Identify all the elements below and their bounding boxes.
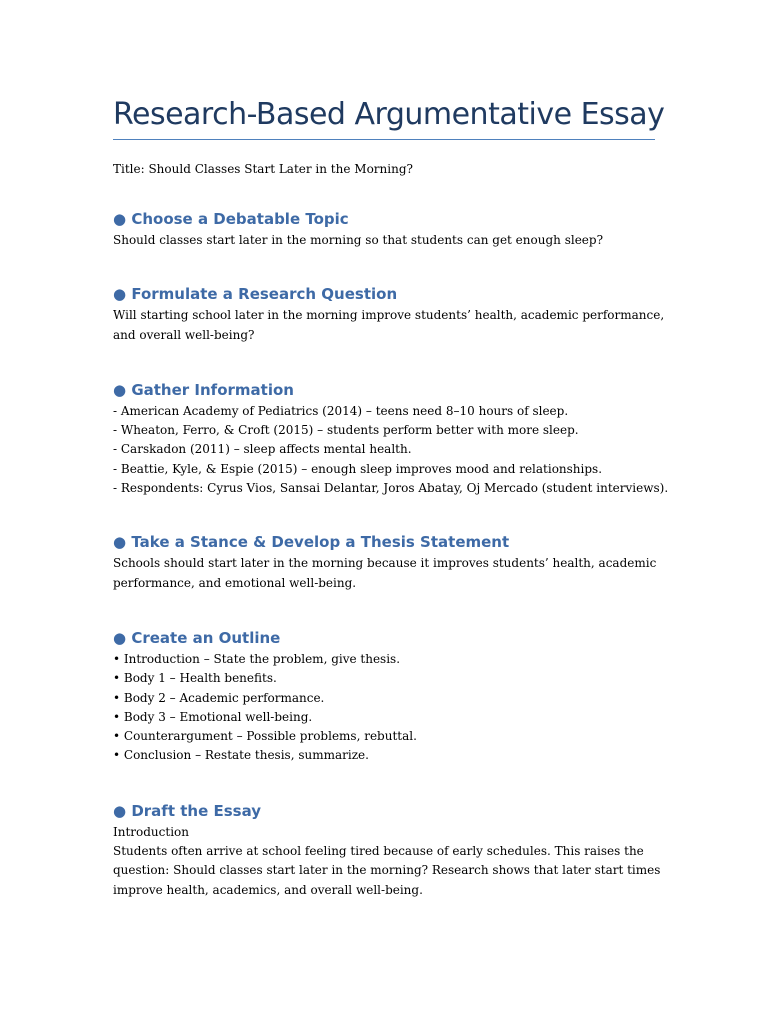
outline-item: • Conclusion – Restate thesis, summarize. <box>113 748 369 763</box>
document-page <box>113 0 669 900</box>
outline-item: • Counterargument – Possible problems, rebuttal. <box>113 729 417 744</box>
section-choose-topic <box>113 209 655 250</box>
body-line: Schools should start later in the morning because it improves students’ health, academic <box>113 556 657 571</box>
section-heading <box>113 801 655 821</box>
section-draft-essay <box>113 801 661 900</box>
section-create-outline <box>113 628 655 766</box>
source-item: - Carskadon (2011) – sleep affects mental health. <box>113 442 412 457</box>
section-heading <box>113 380 655 400</box>
section-thesis-statement <box>113 532 655 593</box>
section-heading-text: Create an Outline <box>131 628 281 647</box>
body-line: Students often arrive at school feeling tired because of early schedules. This raises the <box>113 844 644 859</box>
subsection-label: Introduction <box>113 824 189 839</box>
section-body <box>113 650 655 766</box>
bullet-icon: ● <box>113 533 127 552</box>
section-heading-text: Take a Stance & Develop a Thesis Statement <box>131 533 510 552</box>
outline-item: • Body 2 – Academic performance. <box>113 690 325 705</box>
section-heading <box>113 532 655 552</box>
outline-item: • Introduction – State the problem, give thesis. <box>113 651 401 666</box>
title-underline <box>113 139 655 140</box>
section-heading <box>113 628 655 648</box>
source-item: - American Academy of Pediatrics (2014) – teens need 8–10 hours of sleep. <box>113 403 569 418</box>
section-heading <box>113 209 655 229</box>
section-body <box>113 306 665 345</box>
section-heading-text: Choose a Debatable Topic <box>131 210 349 228</box>
body-line: and overall well-being? <box>113 327 255 342</box>
section-gather-information <box>113 380 669 498</box>
outline-item: • Body 1 – Health benefits. <box>113 671 277 686</box>
section-body <box>113 231 655 250</box>
body-line: question: Should classes start later in the morning? Research shows that later start times <box>113 863 661 878</box>
section-body <box>113 823 661 900</box>
section-heading-text: Formulate a Research Question <box>131 285 398 304</box>
source-item: - Beattie, Kyle, & Espie (2015) – enough sleep improves mood and relationships. <box>113 461 603 476</box>
body-line: performance, and emotional well-being. <box>113 575 357 590</box>
section-research-question <box>113 284 665 345</box>
essay-title-line: Title: Should Classes Start Later in the Morning? <box>113 162 413 176</box>
outline-item: • Body 3 – Emotional well-being. <box>113 709 313 724</box>
section-heading-text: Gather Information <box>131 380 294 399</box>
section-body <box>113 402 669 498</box>
body-line: Should classes start later in the morning so that students can get enough sleep? <box>113 233 604 247</box>
source-item: - Wheaton, Ferro, & Croft (2015) – students perform better with more sleep. <box>113 423 579 438</box>
document-title: Research-Based Argumentative Essay <box>113 97 665 132</box>
bullet-icon: ● <box>113 628 127 647</box>
bullet-icon: ● <box>113 801 127 820</box>
section-heading <box>113 284 655 304</box>
bullet-icon: ● <box>113 380 127 399</box>
source-item: - Respondents: Cyrus Vios, Sansai Delantar, Joros Abatay, Oj Mercado (student interviews). <box>113 481 669 496</box>
section-body <box>113 554 655 593</box>
bullet-icon: ● <box>113 210 127 228</box>
body-line: Will starting school later in the morning improve students’ health, academic performance, <box>113 308 665 323</box>
body-line: improve health, academics, and overall well-being. <box>113 882 423 897</box>
bullet-icon: ● <box>113 285 127 304</box>
section-heading-text: Draft the Essay <box>131 801 262 820</box>
